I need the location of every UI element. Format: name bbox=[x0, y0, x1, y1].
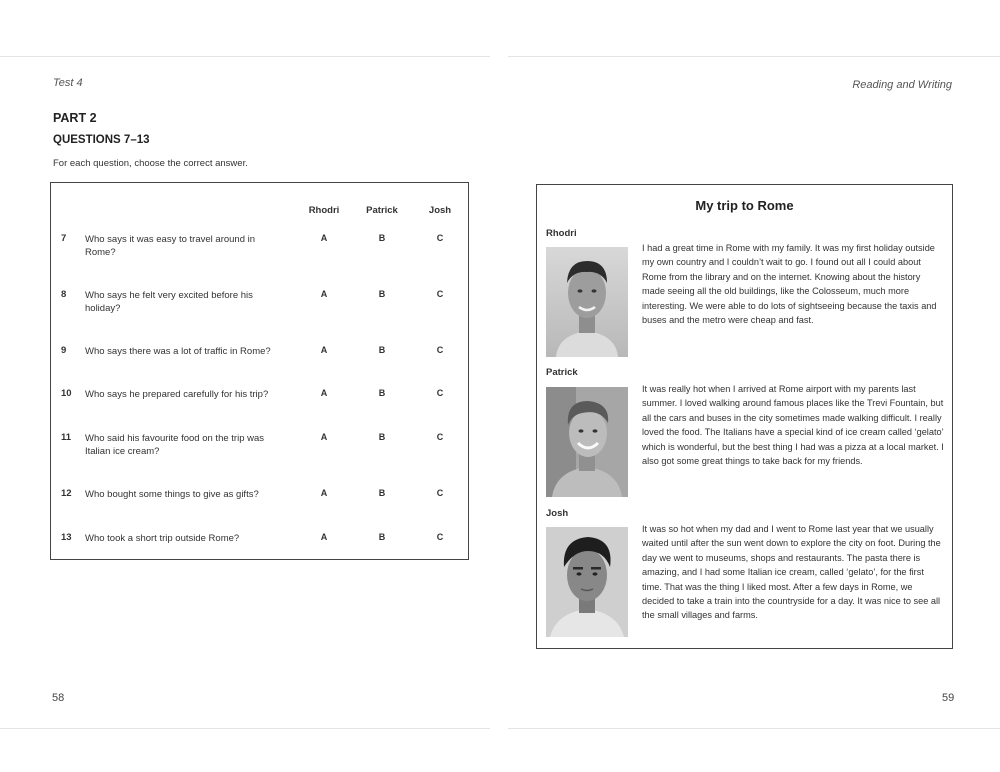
column-header-josh: Josh bbox=[428, 205, 452, 216]
right-page bbox=[500, 0, 1000, 772]
question-text: Who bought some things to give as gifts? bbox=[85, 489, 259, 500]
column-header-patrick: Patrick bbox=[366, 205, 398, 216]
option-c[interactable]: C bbox=[436, 488, 444, 498]
person-name-patrick: Patrick bbox=[546, 367, 578, 378]
option-b[interactable]: B bbox=[378, 488, 386, 498]
bottom-divider bbox=[0, 728, 490, 729]
running-header: Test 4 bbox=[53, 77, 83, 89]
questions-table bbox=[50, 182, 469, 560]
option-b[interactable]: B bbox=[378, 388, 386, 398]
option-c[interactable]: C bbox=[436, 233, 444, 243]
question-number: 11 bbox=[61, 432, 72, 443]
option-a[interactable]: A bbox=[320, 432, 328, 442]
question-text: Who says it was easy to travel around in Rome? bbox=[85, 234, 256, 258]
option-b[interactable]: B bbox=[378, 345, 386, 355]
option-c[interactable]: C bbox=[436, 345, 444, 355]
option-c[interactable]: C bbox=[436, 388, 444, 398]
reading-title: My trip to Rome bbox=[695, 198, 794, 213]
person-name-rhodri: Rhodri bbox=[546, 228, 577, 239]
reading-text-box bbox=[536, 184, 953, 649]
option-a[interactable]: A bbox=[320, 532, 328, 542]
option-a[interactable]: A bbox=[320, 233, 328, 243]
option-b[interactable]: B bbox=[378, 532, 386, 542]
person-name-josh: Josh bbox=[546, 508, 569, 519]
option-c[interactable]: C bbox=[436, 289, 444, 299]
top-divider bbox=[508, 56, 1000, 57]
top-divider bbox=[0, 56, 490, 57]
question-text: Who said his favourite food on the trip was Italian ice cream? bbox=[85, 433, 265, 457]
option-a[interactable]: A bbox=[320, 345, 328, 355]
paragraph-josh: It was so hot when my dad and I went to Rome last year that we usually waited until after the sun went down to explore the city on foot. During the day we went to museums, shops and restaurants. The pasta there is amazing, and I had some Italian ice cream, called ‘gelato’, for the first time. That was the thing I liked most. After a few days in Rome, we decided to take a train into the countryside for a day. It was nice to see all the small villages and farms. bbox=[642, 524, 941, 621]
option-c[interactable]: C bbox=[436, 532, 444, 542]
question-number: 9 bbox=[61, 345, 67, 356]
option-a[interactable]: A bbox=[320, 488, 328, 498]
question-number: 13 bbox=[61, 532, 72, 543]
question-text: Who took a short trip outside Rome? bbox=[85, 533, 240, 544]
option-b[interactable]: B bbox=[378, 432, 386, 442]
paragraph-patrick: It was really hot when I arrived at Rome airport with my parents last summer. I loved walking around famous places like the Trevi Fountain, but all the cars and buses in the city sometimes made walking difficult. I really loved the food. The Italians have a special kind of ice cream called ‘gelato’ which is wonderful, but the best thing I had was a pizza at a local market. I also got some great things to take back for my friends. bbox=[642, 384, 944, 467]
paragraph-rhodri: I had a great time in Rome with my family. It was my first holiday outside my own country and I couldn’t wait to go. I found out all I could about Rome from the library and on the internet. Knowing about the history made seeing all the old buildings, like the Colosseum, much more interesting. We were able to do lots of sightseeing because the taxis and buses and the metro were cheap and fast. bbox=[642, 243, 937, 326]
option-b[interactable]: B bbox=[378, 289, 386, 299]
question-number: 10 bbox=[61, 388, 72, 399]
question-number: 12 bbox=[61, 488, 72, 499]
instruction-text: For each question, choose the correct answer. bbox=[53, 158, 248, 169]
bottom-divider bbox=[508, 728, 1000, 729]
question-text: Who says he felt very excited before his holiday? bbox=[85, 290, 253, 314]
question-number: 8 bbox=[61, 289, 67, 300]
option-b[interactable]: B bbox=[378, 233, 386, 243]
column-header-rhodri: Rhodri bbox=[308, 205, 340, 216]
option-a[interactable]: A bbox=[320, 289, 328, 299]
part-title: PART 2 bbox=[53, 111, 97, 125]
photo-josh bbox=[546, 527, 628, 637]
page-number: 58 bbox=[52, 692, 65, 704]
photo-patrick bbox=[546, 387, 628, 497]
option-c[interactable]: C bbox=[436, 432, 444, 442]
question-text: Who says there was a lot of traffic in Rome? bbox=[85, 346, 271, 357]
questions-range: QUESTIONS 7–13 bbox=[53, 134, 150, 146]
option-a[interactable]: A bbox=[320, 388, 328, 398]
photo-rhodri bbox=[546, 247, 628, 357]
question-text: Who says he prepared carefully for his trip? bbox=[85, 389, 269, 400]
running-header: Reading and Writing bbox=[852, 79, 952, 91]
question-number: 7 bbox=[61, 233, 67, 244]
page-number: 59 bbox=[942, 692, 955, 704]
